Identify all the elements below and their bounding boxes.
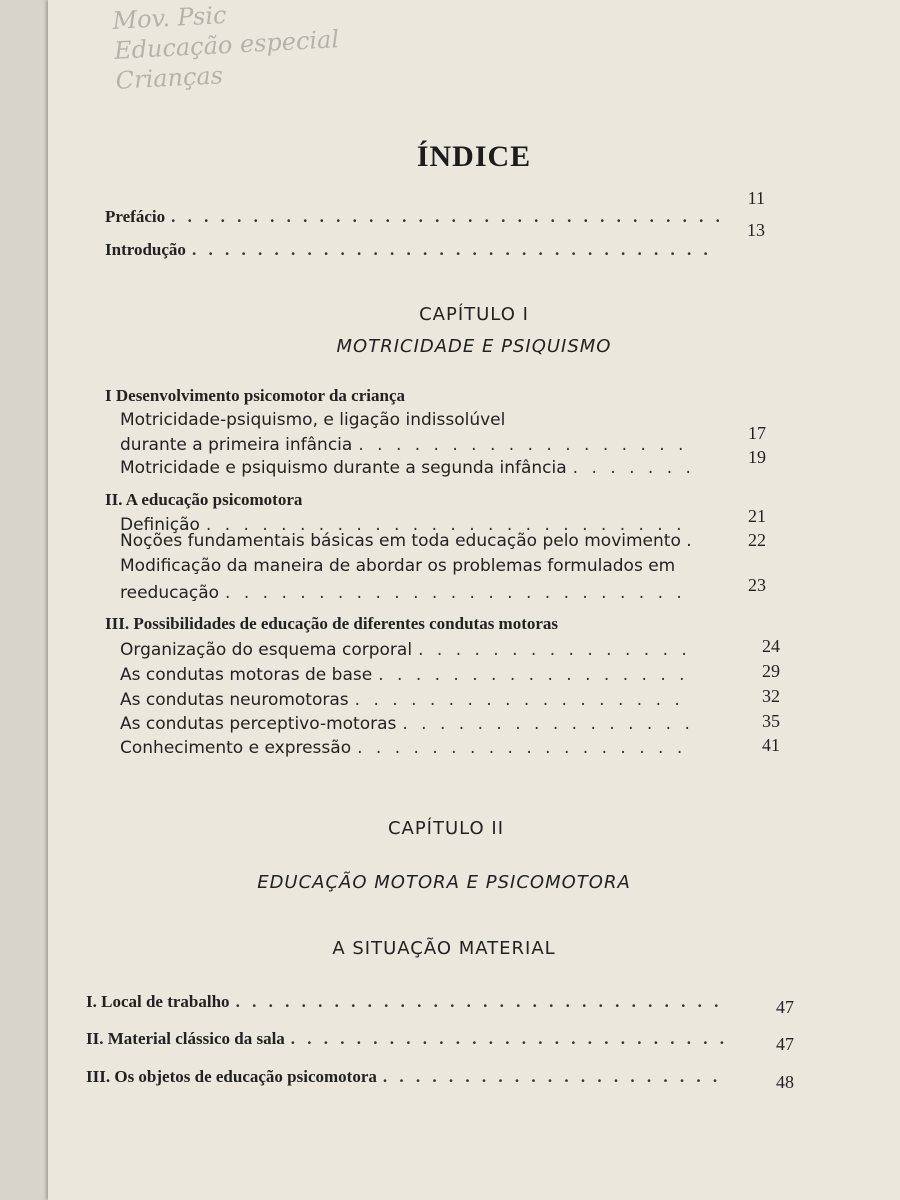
section-heading: III. Possibilidades de educação de diferentes condutas motoras — [105, 614, 559, 633]
toc-page: 47 — [776, 997, 794, 1017]
chapter-1-subtitle: MOTRICIDADE E PSIQUISMO — [336, 336, 612, 357]
toc-entry-introducao: Introdução . . . — [105, 238, 725, 262]
toc-page: 22 — [748, 530, 766, 550]
chapter-2-heading: CAPÍTULO II — [387, 818, 505, 839]
toc-entry-line: Motricidade-psiquismo, e ligação indissolúvel — [120, 410, 506, 430]
toc-entry: I. Local de trabalho . . . — [86, 990, 736, 1014]
part-heading: A SITUAÇÃO MATERIAL — [332, 938, 556, 959]
toc-entry: durante a primeira infância . . . — [120, 433, 700, 457]
toc-page: 23 — [748, 575, 766, 595]
toc-page: 32 — [762, 686, 780, 706]
toc-entry: III. Os objetos de educação psicomotora . . . — [86, 1065, 736, 1089]
toc-entry: Motricidade e psiquismo durante a segunda infância . . . — [120, 456, 700, 480]
toc-entry: As condutas perceptivo-motoras . . . — [120, 712, 700, 736]
toc-page: 47 — [776, 1034, 794, 1054]
toc-entry: Organização do esquema corporal . . . — [120, 638, 700, 662]
section-heading: II. A educação psicomotora — [105, 490, 303, 509]
toc-page: 35 — [762, 711, 780, 731]
toc-page: 41 — [762, 735, 780, 755]
toc-page: 17 — [748, 423, 766, 443]
chapter-2-subtitle: EDUCAÇÃO MOTORA E PSICOMOTORA — [257, 872, 631, 893]
toc-entry: Definição . . . — [120, 513, 700, 537]
toc-entry: II. Material clássico da sala . . . — [86, 1027, 736, 1051]
toc-entry: Conhecimento e expressão . . . — [120, 736, 700, 760]
toc-page: 24 — [762, 636, 780, 656]
toc-page: 19 — [748, 447, 766, 467]
page-title: ÍNDICE — [416, 140, 532, 173]
toc-entry-line: Noções fundamentais básicas em toda educação pelo movimento . — [120, 531, 692, 551]
toc-entry: As condutas neuromotoras . . . — [120, 688, 700, 712]
toc-page: 21 — [748, 506, 766, 526]
toc-page: 29 — [762, 661, 780, 681]
section-heading: I Desenvolvimento psicomotor da criança — [105, 386, 405, 405]
toc-entry: As condutas motoras de base . . . — [120, 663, 700, 687]
toc-page: 48 — [776, 1072, 794, 1092]
toc-entry-line: Modificação da maneira de abordar os problemas formulados em — [120, 556, 676, 576]
toc-entry-prefacio: Prefácio . . . — [105, 205, 725, 229]
chapter-1-heading: CAPÍTULO I — [419, 304, 529, 325]
toc-page-introducao: 13 — [747, 220, 765, 240]
toc-page-prefacio: 11 — [747, 188, 765, 208]
pencil-annotation: Mov. Psic Educação especial Crianças — [111, 0, 340, 95]
book-page — [48, 0, 900, 1200]
toc-entry: reeducação . . . — [120, 581, 700, 605]
